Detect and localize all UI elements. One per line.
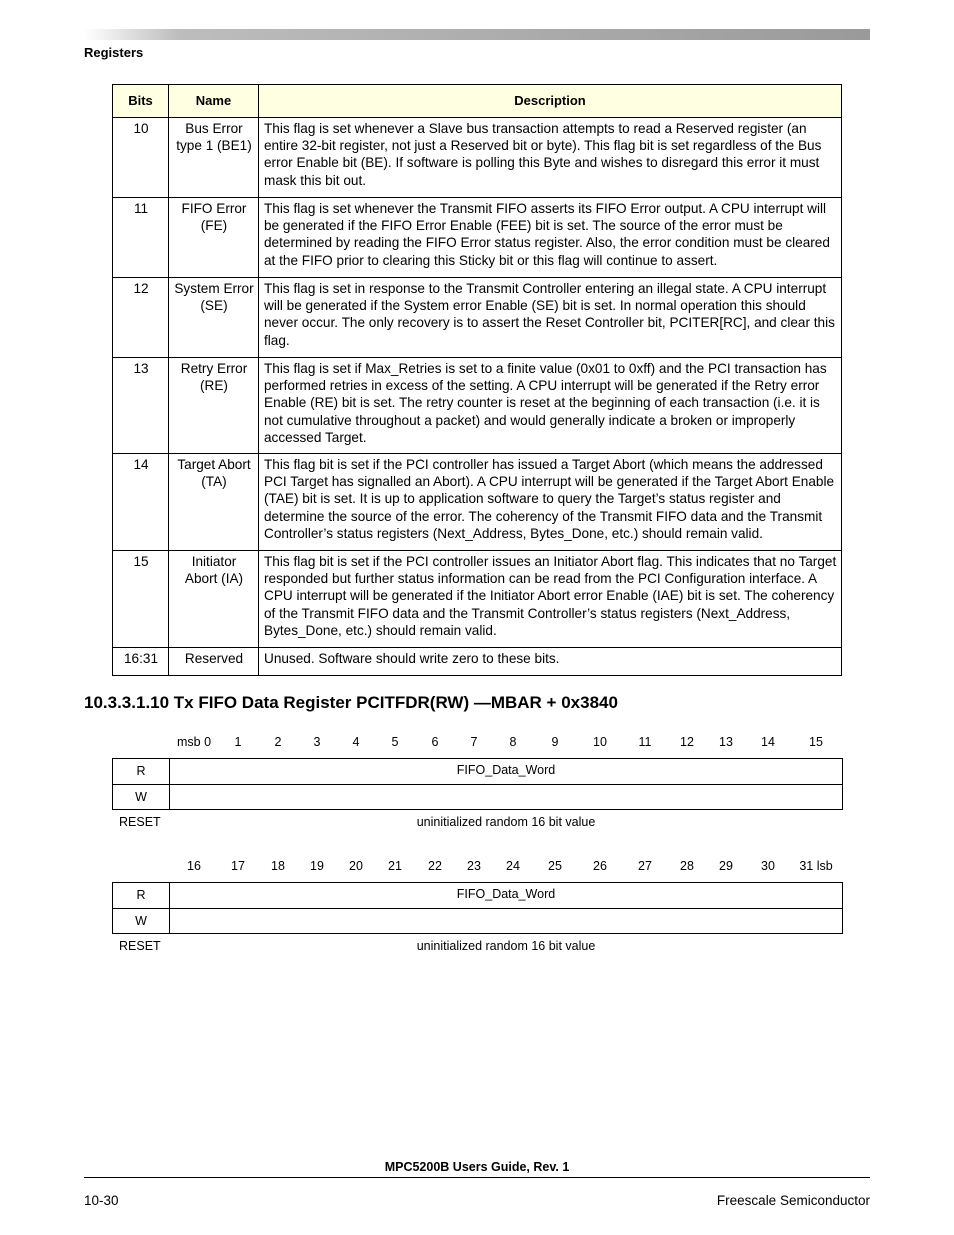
register-box [112,882,843,934]
bit-number: 8 [509,735,517,749]
footer-divider [84,1177,870,1178]
register-diagram-upper [112,735,843,835]
bit-number: 29 [719,859,733,873]
bits-cell: 11 [113,198,169,278]
bit-number: 12 [680,735,694,749]
name-cell: Target Abort (TA) [169,454,259,551]
bit-number: 23 [467,859,481,873]
bit-number: 27 [638,859,652,873]
subsection-heading: 10.3.3.1.10 Tx FIFO Data Register PCITFDR(RW) —MBAR + 0x3840 [84,693,618,712]
reset-label: RESET [119,815,161,829]
bit-number: 15 [809,735,823,749]
table-row [113,198,842,278]
bit-number: 22 [428,859,442,873]
bit-number: msb 0 [176,735,212,749]
bit-number: 30 [761,859,775,873]
section-header: Registers [84,45,144,60]
footer-company: Freescale Semiconductor [716,1193,870,1208]
bit-number-row [112,735,843,753]
bit-number: 16 [187,859,201,873]
read-row-label: R [113,883,170,909]
bit-number: 11 [638,735,652,749]
bit-number: 9 [551,735,559,749]
bits-cell: 12 [113,278,169,358]
table-header-row [113,85,842,118]
table-row [113,358,842,454]
bit-number: 17 [231,859,245,873]
bits-cell: 15 [113,551,169,648]
bit-number: 19 [310,859,324,873]
column-header-description: Description [259,85,842,118]
bit-number: 31 lsb [799,859,833,873]
header-bar [84,29,870,40]
bit-number: 6 [431,735,439,749]
bit-number: 21 [388,859,402,873]
bits-cell: 16:31 [113,648,169,676]
description-cell: This flag bit is set if the PCI controller has issued a Target Abort (which means the addressed PCI Target has signalled an Abort). A CPU interrupt will be generated if the Target Abort Enable (TAE) bit is set. It is up to application software to query the Target’s status register and determine the source of the error. The coherency of the Transmit FIFO data and the Transmit Controller’s status registers (Next_Address, Bytes_Done, etc.) should remain valid. [259,454,842,551]
register-field-name: FIFO_Data_Word [170,759,842,785]
footer-title: MPC5200B Users Guide, Rev. 1 [384,1160,570,1174]
bit-number: 7 [470,735,478,749]
table-row [113,118,842,198]
table-row [113,648,842,676]
page-number: 10-30 [84,1193,119,1208]
bits-cell: 14 [113,454,169,551]
description-cell: This flag is set in response to the Transmit Controller entering an illegal state. A CPU interrupt will be generated if the System error Enable (SE) bit is set. In normal operation this should never occur. The only recovery is to assert the Reset Controller bit, PCITER[RC], and clear this flag. [259,278,842,358]
bit-number: 10 [593,735,607,749]
bit-number: 3 [313,735,321,749]
bit-number: 5 [391,735,399,749]
bit-number: 18 [271,859,285,873]
bits-cell: 13 [113,358,169,454]
register-diagram-lower [112,859,843,959]
bit-number: 20 [349,859,363,873]
description-cell: This flag is set whenever the Transmit FIFO asserts its FIFO Error output. A CPU interrupt will be generated if the FIFO Error Enable (FEE) bit is set. The source of the error must be determined by reading the FIFO Error status register. Also, the error condition must be cleared at the FIFO prior to clearing this Sticky bit or this flag will continue to assert. [259,198,842,278]
bit-number: 24 [506,859,520,873]
field-description-table [112,84,842,676]
name-cell: Bus Error type 1 (BE1) [169,118,259,198]
column-header-bits: Bits [113,85,169,118]
bit-number: 2 [274,735,282,749]
bit-number: 26 [593,859,607,873]
description-cell: This flag is set whenever a Slave bus transaction attempts to read a Reserved register (an entire 32-bit register, not just a Reserved bit or byte). This flag bit is set regardless of the Bus error Enable bit (BE). If software is polling this Byte and wishes to disregard this error it must mask this bit out. [259,118,842,198]
reset-value: uninitialized random 16 bit value [416,815,596,829]
name-cell: Reserved [169,648,259,676]
bit-number: 14 [761,735,775,749]
name-cell: FIFO Error (FE) [169,198,259,278]
table-row [113,278,842,358]
description-cell: This flag bit is set if the PCI controller issues an Initiator Abort flag. This indicates that no Target responded but further status information can be read from the PCI Configuration interface. A CPU interrupt will be generated if the Initiator Abort error Enable (IAE) bit is set. The coherency of the Transmit FIFO data and the Transmit Controller’s status registers (Next_Address, Bytes_Done, etc.) should remain valid. [259,551,842,648]
bit-number: 1 [234,735,242,749]
name-cell: System Error (SE) [169,278,259,358]
table-row [113,454,842,551]
bit-number: 4 [352,735,360,749]
write-row-label: W [113,909,170,933]
bit-number: 13 [719,735,733,749]
column-header-name: Name [169,85,259,118]
bit-number-row [112,859,843,877]
description-cell: Unused. Software should write zero to these bits. [259,648,842,676]
reset-value: uninitialized random 16 bit value [416,939,596,953]
name-cell: Initiator Abort (IA) [169,551,259,648]
write-row-label: W [113,785,170,809]
read-row-label: R [113,759,170,785]
bit-number: 25 [548,859,562,873]
description-cell: This flag is set if Max_Retries is set to a finite value (0x01 to 0xff) and the PCI transaction has performed retries in excess of the setting. A CPU interrupt will be generated if the Retry error Enable (RE) bit is set. The retry counter is reset at the beginning of each transaction (i.e. it is not cumulative throughout a packet) and would generally indicate a broken or improperly accessed Target. [259,358,842,454]
table-row [113,551,842,648]
bit-number: 28 [680,859,694,873]
register-box [112,758,843,810]
bits-cell: 10 [113,118,169,198]
name-cell: Retry Error (RE) [169,358,259,454]
reset-label: RESET [119,939,161,953]
register-field-name: FIFO_Data_Word [170,883,842,909]
